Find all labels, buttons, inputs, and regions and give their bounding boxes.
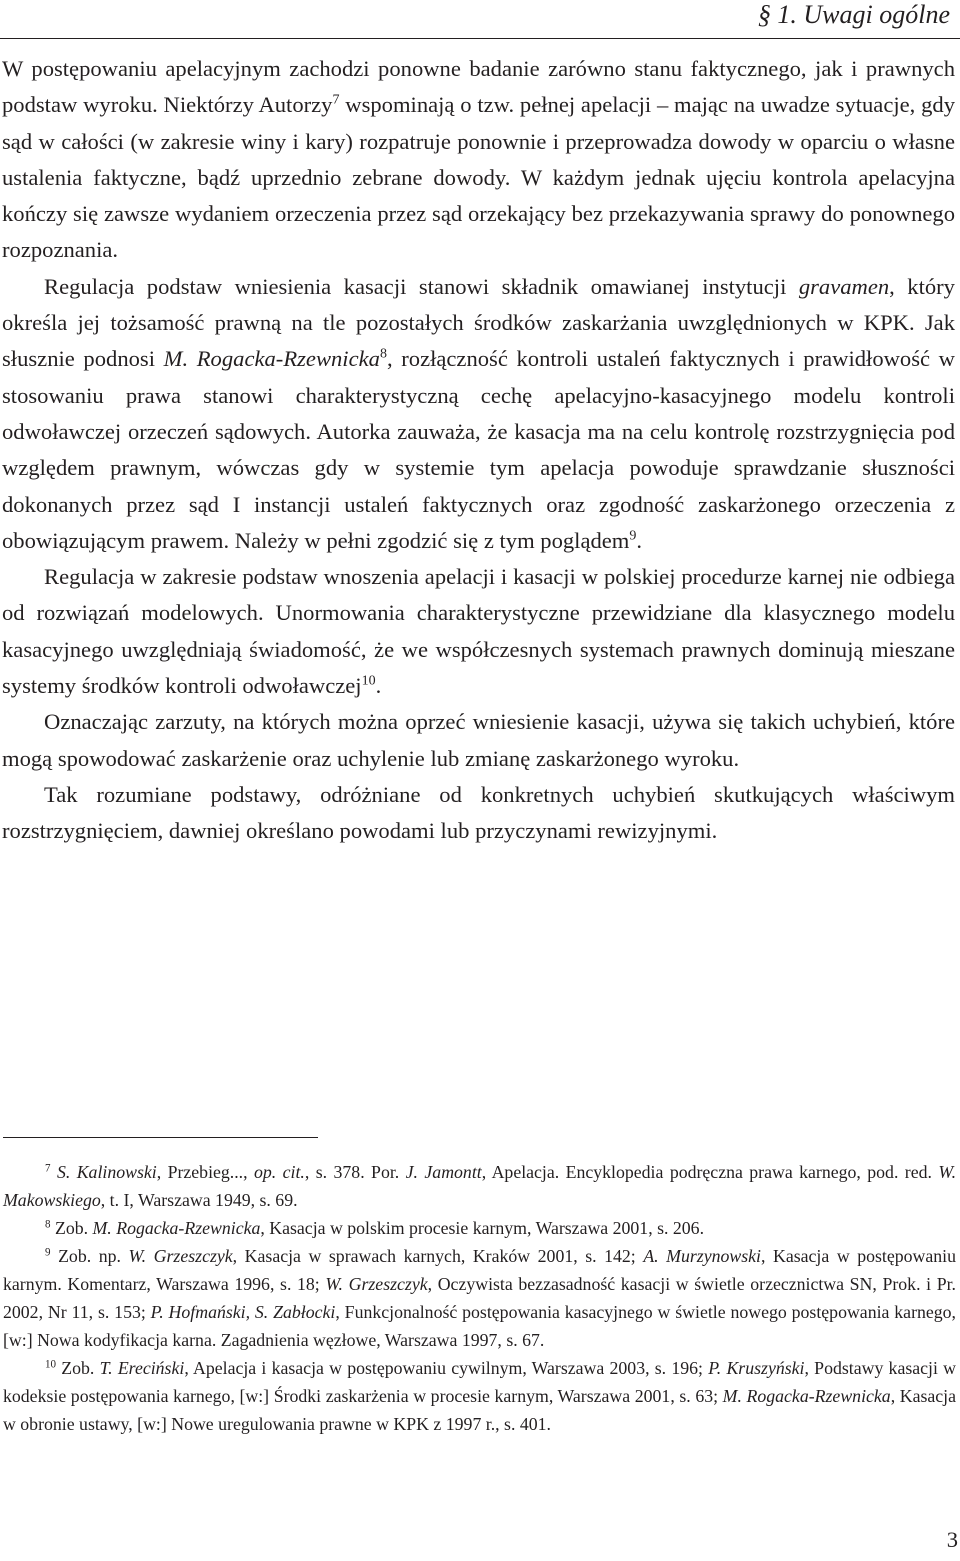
text-run: Zob.	[56, 1358, 100, 1378]
italic-text: gravamen	[798, 273, 890, 299]
text-run: , t. I, Warszawa 1949, s. 69.	[100, 1190, 298, 1210]
footnote-ref: 7	[45, 1162, 51, 1175]
footnote-ref: 9	[629, 528, 637, 544]
text-run: , Funkcjonalność postępowania kasacyjnego w świetle nowego postępowania karnego, [w:] Nowa kodyfikacja karna. Zagadnienia węzłowe, Warszawa 1997, s. 67.	[3, 1302, 957, 1350]
text-run: .	[375, 673, 382, 699]
text-run: , który określa jej tożsamość prawną na tle pozostałych środków zaskarżania uwzględnionych w KPK. Jak słusznie podnosi	[2, 273, 955, 372]
italic-text: S. Kalinowski	[56, 1162, 157, 1182]
text-run: W postępowaniu apelacyjnym zachodzi ponowne badanie zarówno stanu faktycznego, jak i prawnych podstaw wyroku. Niektórzy Autorzy	[2, 56, 955, 118]
text-run: , rozłączność kontroli ustaleń faktycznych i prawidłowość w stosowaniu prawa stanowi charakterystyczną cechę apelacyjno-kasacyjnego modelu kontroli odwoławczej orzeczeń sądowych. Autorka zauważa, że kasacja ma na celu kontrolę rozstrzygnięcia pod względem prawnym, wówczas gdy w systemie tym apelacja powoduje sprawdzanie słuszności dokonanych przez sąd I instancji ustaleń faktycznych oraz zgodność zaskarżonego orzeczenia z obowiązującym prawem. Należy w pełni zgodzić się z tym poglądem	[2, 346, 956, 553]
footnote-ref: 8	[45, 1218, 51, 1231]
footnote-ref: 10	[361, 673, 376, 689]
page-number: 3	[946, 1527, 958, 1552]
text-run: , Apelacja i kasacja w postępowaniu cywilnym, Warszawa 2003, s. 196;	[184, 1358, 709, 1378]
text-run: Zob.	[50, 1218, 93, 1238]
italic-text: W. Makowskiego	[3, 1162, 957, 1210]
text-run: , Kasacja w obronie ustawy, [w:] Nowe uregulowania prawne w KPK z 1997 r., s. 401.	[3, 1386, 957, 1434]
paragraph	[2, 559, 955, 704]
body-text	[2, 51, 955, 850]
footnote	[3, 1354, 956, 1438]
italic-text: W. Grzeszczyk	[325, 1274, 428, 1294]
text-run: , Kasacja w sprawach karnych, Kraków 2001, s. 142;	[232, 1246, 644, 1266]
italic-text: P. Hofmański, S. Zabłocki	[150, 1302, 336, 1322]
footnote-ref: 10	[45, 1358, 57, 1371]
text-run: Tak rozumiane podstawy, odróżniane od konkretnych uchybień skutkujących właściwym rozstrzygnięciem, dawniej określano powodami lub przyczynami rewizyjnymi.	[2, 781, 955, 844]
paragraph	[2, 51, 955, 269]
footnote-ref: 9	[45, 1246, 51, 1259]
text-run: , Kasacja w polskim procesie karnym, Warszawa 2001, s. 206.	[260, 1218, 705, 1238]
text-run: , Kasacja w postępowaniu karnym. Komentarz, Warszawa 1996, s. 18;	[3, 1246, 956, 1294]
text-run: , Przebieg...,	[156, 1162, 254, 1182]
footnote-rule	[3, 1137, 318, 1138]
text-run: Regulacja w zakresie podstaw wnoszenia apelacji i kasacji w polskiej procedurze karnej nie odbiega od rozwiązań modelowych. Unormowania charakterystyczne przewidziane dla klasycznego modelu kasacyjnego uwzględniają świadomość, że we współczesnych systemach prawnych dominują mieszane systemy środków kontroli odwoławczej	[2, 564, 955, 699]
footnote	[3, 1214, 956, 1242]
italic-text: M. Rogacka-Rzewnicka	[92, 1218, 261, 1238]
paragraph	[2, 269, 955, 559]
italic-text: M. Rogacka-Rzewnicka	[722, 1386, 891, 1406]
text-run: wspominają o tzw. pełnej apelacji – mając na uwadze sytuacje, gdy sąd w całości (w zakresie winy i kary) rozpatruje ponownie i przeprowadza dowody w oparciu o własne ustalenia faktyczne, bądź uprzednio zebrane dowody. W każdym jednak ujęciu kontrola apelacyjna kończy się zawsze wydaniem orzeczenia przez sąd orzekający bez przekazywania sprawy do ponownego rozpoznania.	[2, 92, 955, 263]
italic-text: P. Kruszyński	[708, 1358, 805, 1378]
italic-text: W. Grzeszczyk	[128, 1246, 233, 1266]
italic-text: op. cit.	[254, 1162, 305, 1182]
italic-text: J. Jamontt	[405, 1162, 482, 1182]
footnote	[3, 1158, 956, 1214]
footnote-ref: 8	[379, 346, 387, 362]
paragraph	[2, 704, 955, 777]
text-run: Regulacja podstaw wniesienia kasacji stanowi składnik omawianej instytucji	[44, 273, 799, 299]
running-head: § 1. Uwagi ogólne	[757, 0, 950, 29]
text-run: , Apelacja. Encyklopedia podręczna prawa karnego, pod. red.	[481, 1162, 939, 1182]
paragraph	[2, 777, 955, 850]
text-run: , Podstawy kasacji w kodeksie postępowania karnego, [w:] Środki zaskarżenia w procesie karnym, Warszawa 2001, s. 63;	[3, 1358, 956, 1406]
text-run: Zob. np.	[50, 1246, 129, 1266]
header-rule	[0, 38, 960, 39]
italic-text: A. Murzynowski	[643, 1246, 761, 1266]
footnote	[3, 1242, 956, 1354]
text-run: Oznaczając zarzuty, na których można oprzeć wniesienie kasacji, używa się takich uchybień, które mogą spowodować zaskarżenie oraz uchylenie lub zmianę zaskarżonego wyroku.	[2, 709, 955, 771]
italic-text: M. Rogacka-Rzewnicka	[163, 346, 380, 372]
footnotes	[3, 1158, 956, 1438]
footnote-ref: 7	[332, 92, 340, 108]
text-run: , s. 378. Por.	[304, 1162, 406, 1182]
text-run: , Oczywista bezzasadność kasacji w świetle orzecznictwa SN, Prok. i Pr. 2002, Nr 11, s. 153;	[3, 1274, 956, 1322]
text-run: .	[636, 527, 643, 553]
italic-text: T. Ereciński	[99, 1358, 185, 1378]
